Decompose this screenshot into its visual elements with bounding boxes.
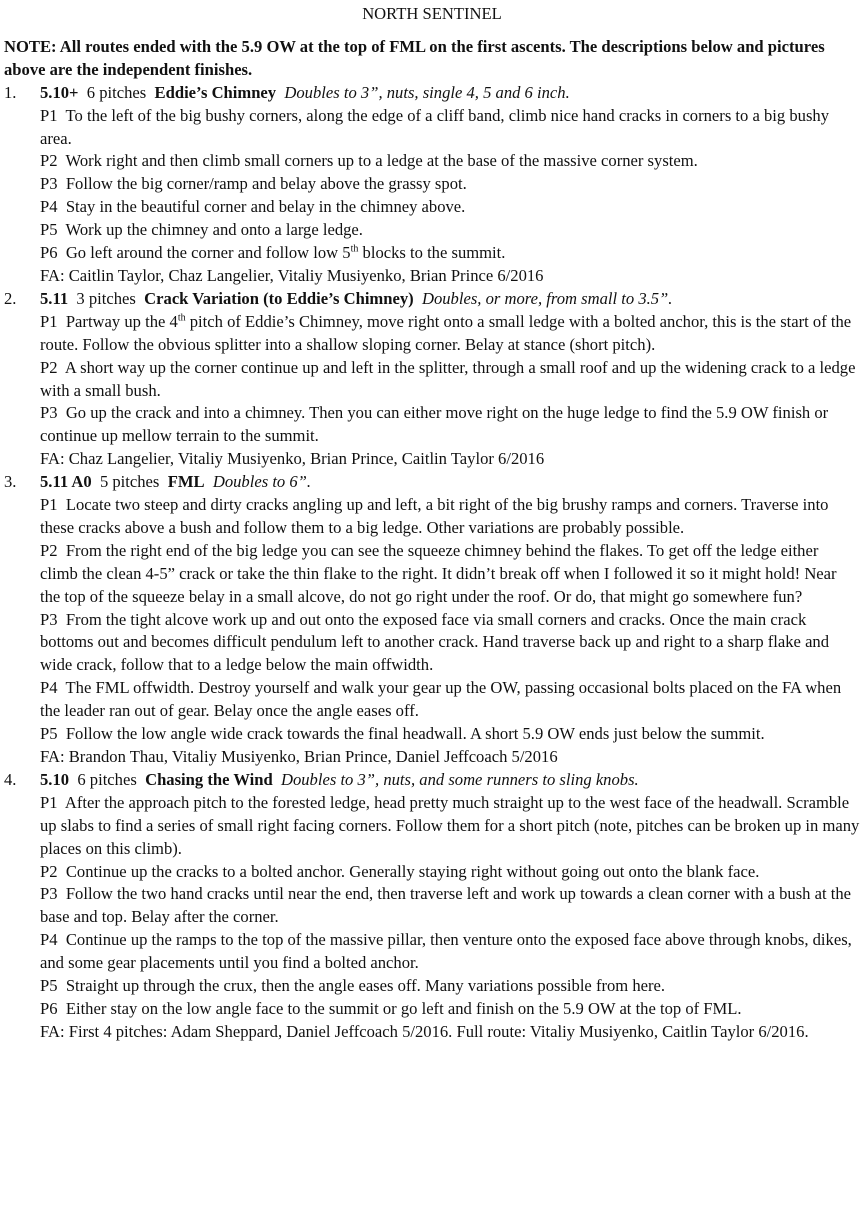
pitch-label: P2 <box>40 151 58 171</box>
pitch-label: P4 <box>40 197 58 217</box>
route-number: 3. <box>4 472 17 492</box>
pitch-label: P2 <box>40 861 58 881</box>
route-heading <box>40 288 860 311</box>
pitch-text: Straight up through the crux, then the angle eases off. Many variations possible from here. <box>65 976 666 996</box>
pitch-text: Go left around the corner and follow low 5 <box>65 243 351 263</box>
pitch-label: P1 <box>40 792 58 812</box>
pitch-description <box>40 540 860 609</box>
pitch-label: P3 <box>40 403 58 423</box>
pitch-description <box>40 105 860 151</box>
route-item <box>4 288 860 471</box>
pitch-description <box>40 975 860 998</box>
pitch-description <box>40 242 860 265</box>
route-grade: 5.11 A0 <box>40 472 92 492</box>
route-name: Chasing the Wind <box>145 769 273 789</box>
pitch-text: blocks to the summit. <box>358 243 506 263</box>
pitch-text: Follow the two hand cracks until near the end, then traverse left and work up towards a clean corner with a bush at the base and top. Belay after the corner. <box>40 884 852 927</box>
pitch-description <box>40 861 860 884</box>
pitch-description <box>40 150 860 173</box>
route-gear: Doubles to 3”, nuts, and some runners to sling knobs. <box>280 769 639 789</box>
route-number: 2. <box>4 288 17 308</box>
pitch-description <box>40 677 860 723</box>
pitch-text: To the left of the big bushy corners, along the edge of a cliff band, climb nice hand cracks in corners to a big bushy area. <box>40 105 829 148</box>
route-item <box>4 82 860 288</box>
route-grade: 5.10 <box>40 769 70 789</box>
pitch-description <box>40 311 860 357</box>
route-list <box>4 82 860 1044</box>
pitch-description <box>40 173 860 196</box>
pitch-label: P6 <box>40 243 58 263</box>
pitch-label: P5 <box>40 976 58 996</box>
pitch-text: After the approach pitch to the forested ledge, head pretty much straight up to the west face of the headwall. Scramble up slabs to find a series of small right facing corners. Follow them for a short pitch (note, pitches can be broken up in many places on this climb). <box>40 792 860 858</box>
pitch-text: Continue up the cracks to a bolted anchor. Generally staying right without going out onto the blank face. <box>65 861 760 881</box>
pitch-label: P1 <box>40 495 58 515</box>
pitch-description <box>40 792 860 861</box>
pitch-description <box>40 929 860 975</box>
pitch-label: P3 <box>40 609 58 629</box>
route-gear: Doubles, or more, from small to 3.5”. <box>421 288 673 308</box>
route-pitch-count: 5 pitches <box>99 472 160 492</box>
pitch-text: pitch of Eddie’s Chimney, move right onto a small ledge with a bolted anchor, this is the start of the route. Follow the obvious splitter into a shallow sloping corner. Belay at stance (short pitch). <box>40 311 852 354</box>
route-item <box>4 769 860 1044</box>
first-ascent-credit: FA: Brandon Thau, Vitaliy Musiyenko, Brian Prince, Daniel Jeffcoach 5/2016 <box>40 747 558 766</box>
pitch-label: P2 <box>40 357 58 377</box>
note-paragraph: NOTE: All routes ended with the 5.9 OW at the top of FML on the first ascents. The descriptions below and pictures above are the independent finishes. <box>4 36 825 79</box>
route-pitch-count: 3 pitches <box>76 288 136 308</box>
first-ascent-credit: FA: Chaz Langelier, Vitaliy Musiyenko, Brian Prince, Caitlin Taylor 6/2016 <box>40 449 545 469</box>
pitch-text: Continue up the ramps to the top of the massive pillar, then venture onto the exposed face above through knobs, dikes, and some gear placements until you find a bolted anchor. <box>40 930 852 973</box>
ordinal-suffix: th <box>177 312 186 324</box>
route-name: Crack Variation (to Eddie’s Chimney) <box>144 288 414 308</box>
pitch-description <box>40 494 860 540</box>
pitch-text: From the tight alcove work up and out onto the exposed face via small corners and cracks. Once the main crack bottoms out and becomes difficult pendulum left to another crack. Hand traverse back up and right to a sharp flake and wide crack, follow that to a ledge below the main offwidth. <box>40 609 830 675</box>
route-number: 1. <box>4 82 17 102</box>
route-pitch-count: 6 pitches <box>86 82 147 102</box>
route-gear: Doubles to 6”. <box>212 472 312 492</box>
first-ascent-credit: FA: Caitlin Taylor, Chaz Langelier, Vitaliy Musiyenko, Brian Prince 6/2016 <box>40 265 544 285</box>
route-gear: Doubles to 3”, nuts, single 4, 5 and 6 inch. <box>284 82 570 102</box>
pitch-description <box>40 402 860 448</box>
pitch-description <box>40 609 860 678</box>
pitch-label: P1 <box>40 105 58 125</box>
document-page <box>4 3 860 1044</box>
pitch-description <box>40 219 860 242</box>
route-heading <box>40 82 860 105</box>
route-grade: 5.10+ <box>40 82 79 102</box>
pitch-text: Follow the big corner/ramp and belay above the grassy spot. <box>65 174 467 194</box>
pitch-description <box>40 196 860 219</box>
route-number: 4. <box>4 769 17 789</box>
pitch-text: Follow the low angle wide crack towards the final headwall. A short 5.9 OW ends just below the summit. <box>65 724 765 744</box>
pitch-label: P4 <box>40 930 58 950</box>
pitch-label: P6 <box>40 998 58 1018</box>
route-item <box>4 471 860 769</box>
pitch-text: Either stay on the low angle face to the summit or go left and finish on the 5.9 OW at the top of FML. <box>65 998 742 1018</box>
pitch-label: P4 <box>40 678 58 698</box>
pitch-text: Go up the crack and into a chimney. Then you can either move right on the huge ledge to find the 5.9 OW finish or continue up mellow terrain to the summit. <box>40 403 829 446</box>
pitch-text: The FML offwidth. Destroy yourself and walk your gear up the OW, passing occasional bolts placed on the FA when the leader ran out of gear. Belay once the angle eases off. <box>40 678 842 721</box>
first-ascent-credit: FA: First 4 pitches: Adam Sheppard, Daniel Jeffcoach 5/2016. Full route: Vitaliy Musiyenko, Caitlin Taylor 6/2016. <box>40 1021 809 1041</box>
pitch-label: P2 <box>40 540 58 560</box>
route-name: Eddie’s Chimney <box>154 82 277 102</box>
route-heading <box>40 471 860 494</box>
route-pitch-count: 6 pitches <box>77 769 137 789</box>
pitch-text: Work up the chimney and onto a large ledge. <box>65 220 363 240</box>
pitch-text: A short way up the corner continue up and left in the splitter, through a small roof and up the widening crack to a ledge with a small bush. <box>40 357 856 400</box>
pitch-description <box>40 723 860 746</box>
page-title: NORTH SENTINEL <box>362 4 502 23</box>
pitch-label: P3 <box>40 884 58 904</box>
pitch-label: P1 <box>40 311 58 331</box>
pitch-text: Locate two steep and dirty cracks angling up and left, a bit right of the big brushy ramps and corners. Traverse into these cracks above a bush and follow them to a big ledge. Other variations are probably possible. <box>40 495 829 537</box>
route-name: FML <box>167 472 205 492</box>
route-grade: 5.11 <box>40 288 69 308</box>
pitch-label: P5 <box>40 724 58 744</box>
ordinal-suffix: th <box>350 243 359 255</box>
pitch-description <box>40 357 860 403</box>
pitch-text: Stay in the beautiful corner and belay in the chimney above. <box>65 197 466 217</box>
pitch-text: Partway up the 4 <box>65 311 178 331</box>
pitch-description <box>40 883 860 929</box>
pitch-description <box>40 998 860 1021</box>
route-heading <box>40 769 860 792</box>
pitch-label: P5 <box>40 220 58 240</box>
pitch-text: Work right and then climb small corners up to a ledge at the base of the massive corner system. <box>65 151 698 171</box>
pitch-text: From the right end of the big ledge you can see the squeeze chimney behind the flakes. To get off the ledge either climb the clean 4-5” crack or take the thin flake to the right. It didn’t break off when I followed it so it might hold! Near the top of the squeeze belay in a small alcove, do not go right under the roof. Or do, that might go somewhere fun? <box>40 540 837 606</box>
pitch-label: P3 <box>40 174 58 194</box>
